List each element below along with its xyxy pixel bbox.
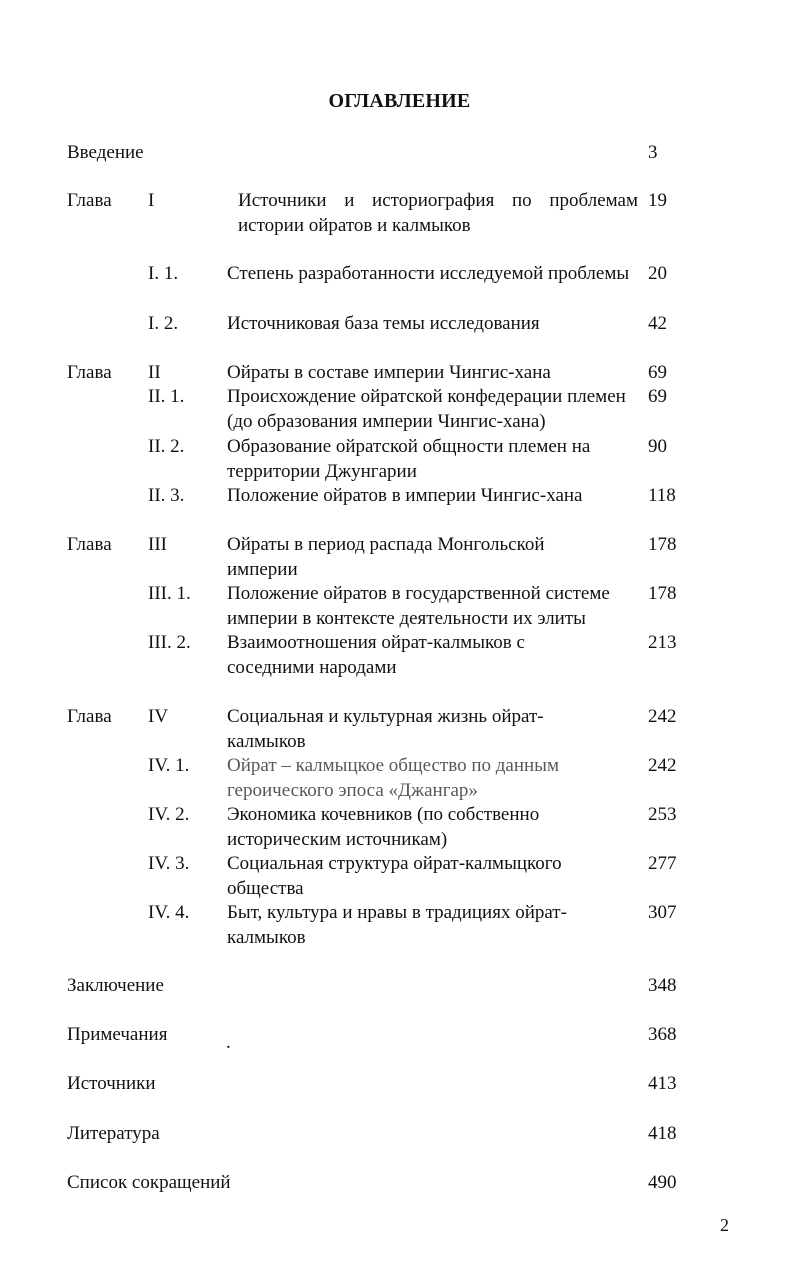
toc-page: 3 [648, 142, 658, 163]
toc-page: 418 [648, 1123, 677, 1144]
toc-page: 368 [648, 1024, 677, 1045]
chapter-page: 19 [648, 190, 667, 211]
chapter-page: 178 [648, 534, 677, 555]
section-number: II. 1. [148, 386, 185, 407]
section-page: 90 [648, 436, 667, 457]
toc-page: 490 [648, 1172, 677, 1193]
toc-label: Введение [67, 142, 144, 163]
section-title: Положение ойратов в империи Чингис-хана [227, 485, 583, 506]
section-page: 42 [648, 313, 667, 334]
section-page: 277 [648, 853, 677, 874]
section-number: II. 2. [148, 436, 185, 457]
chapter-word: Глава [67, 190, 112, 211]
stray-dot: . [226, 1032, 231, 1053]
chapter-word: Глава [67, 706, 112, 727]
chapter-word: Глава [67, 362, 112, 383]
section-title: Происхождение ойратской конфедерации племен (до образования империи Чингис-хана) [227, 386, 626, 432]
page-number: 2 [720, 1215, 729, 1235]
section-number: IV. 3. [148, 853, 190, 874]
section-page: 253 [648, 804, 677, 825]
toc-page: 348 [648, 975, 677, 996]
toc-label: Заключение [67, 975, 164, 996]
section-number: II. 3. [148, 485, 185, 506]
section-page: 178 [648, 583, 677, 604]
chapter-title: Ойраты в составе империи Чингис-хана [227, 362, 551, 383]
toc-title: ОГЛАВЛЕНИЕ [328, 90, 471, 112]
chapter-page: 69 [648, 362, 667, 383]
toc-label: Примечания [67, 1024, 168, 1045]
section-page: 242 [648, 755, 677, 776]
section-number: IV. 2. [148, 804, 190, 825]
section-title: Источниковая база темы исследования [227, 313, 540, 334]
section-page: 118 [648, 485, 676, 506]
toc-label: Источники [67, 1073, 156, 1094]
chapter-word: Глава [67, 534, 112, 555]
section-title: Быт, культура и нравы в традициях ойрат-калмыков [227, 902, 567, 948]
toc-label: Список сокращений [67, 1172, 231, 1193]
toc-label: Литература [67, 1123, 160, 1144]
chapter-number: III [148, 534, 167, 555]
chapter-page: 242 [648, 706, 677, 727]
section-title: Положение ойратов в государственной системе империи в контексте деятельности их элиты [227, 583, 610, 629]
section-title: Образование ойратской общности племен на территории Джунгарии [227, 436, 591, 482]
section-title: Степень разработанности исследуемой проблемы [227, 263, 630, 284]
chapter-number: I [148, 190, 155, 211]
toc-page: 413 [648, 1073, 677, 1094]
section-page: 20 [648, 263, 667, 284]
chapter-number: IV [148, 706, 169, 727]
section-title: Социальная структура ойрат-калмыцкого общества [227, 853, 562, 899]
section-title: Взаимоотношения ойрат-калмыков с соседними народами [227, 632, 525, 678]
section-title: Ойрат – калмыцкое общество по данным героического эпоса «Джангар» [227, 755, 559, 801]
section-page: 213 [648, 632, 677, 653]
section-number: I. 1. [148, 263, 179, 284]
section-page: 307 [648, 902, 677, 923]
chapter-title: Ойраты в период распада Монгольской империи [227, 534, 545, 580]
section-number: IV. 4. [148, 902, 190, 923]
chapter-title: Источники и историография по проблемам истории ойратов и калмыков [238, 190, 638, 236]
section-number: III. 1. [148, 583, 191, 604]
section-number: I. 2. [148, 313, 179, 334]
chapter-title: Социальная и культурная жизнь ойрат-калмыков [227, 706, 544, 752]
section-page: 69 [648, 386, 667, 407]
chapter-number: II [148, 362, 161, 383]
section-title: Экономика кочевников (по собственно историческим источникам) [227, 804, 540, 850]
section-number: IV. 1. [148, 755, 190, 776]
section-number: III. 2. [148, 632, 191, 653]
